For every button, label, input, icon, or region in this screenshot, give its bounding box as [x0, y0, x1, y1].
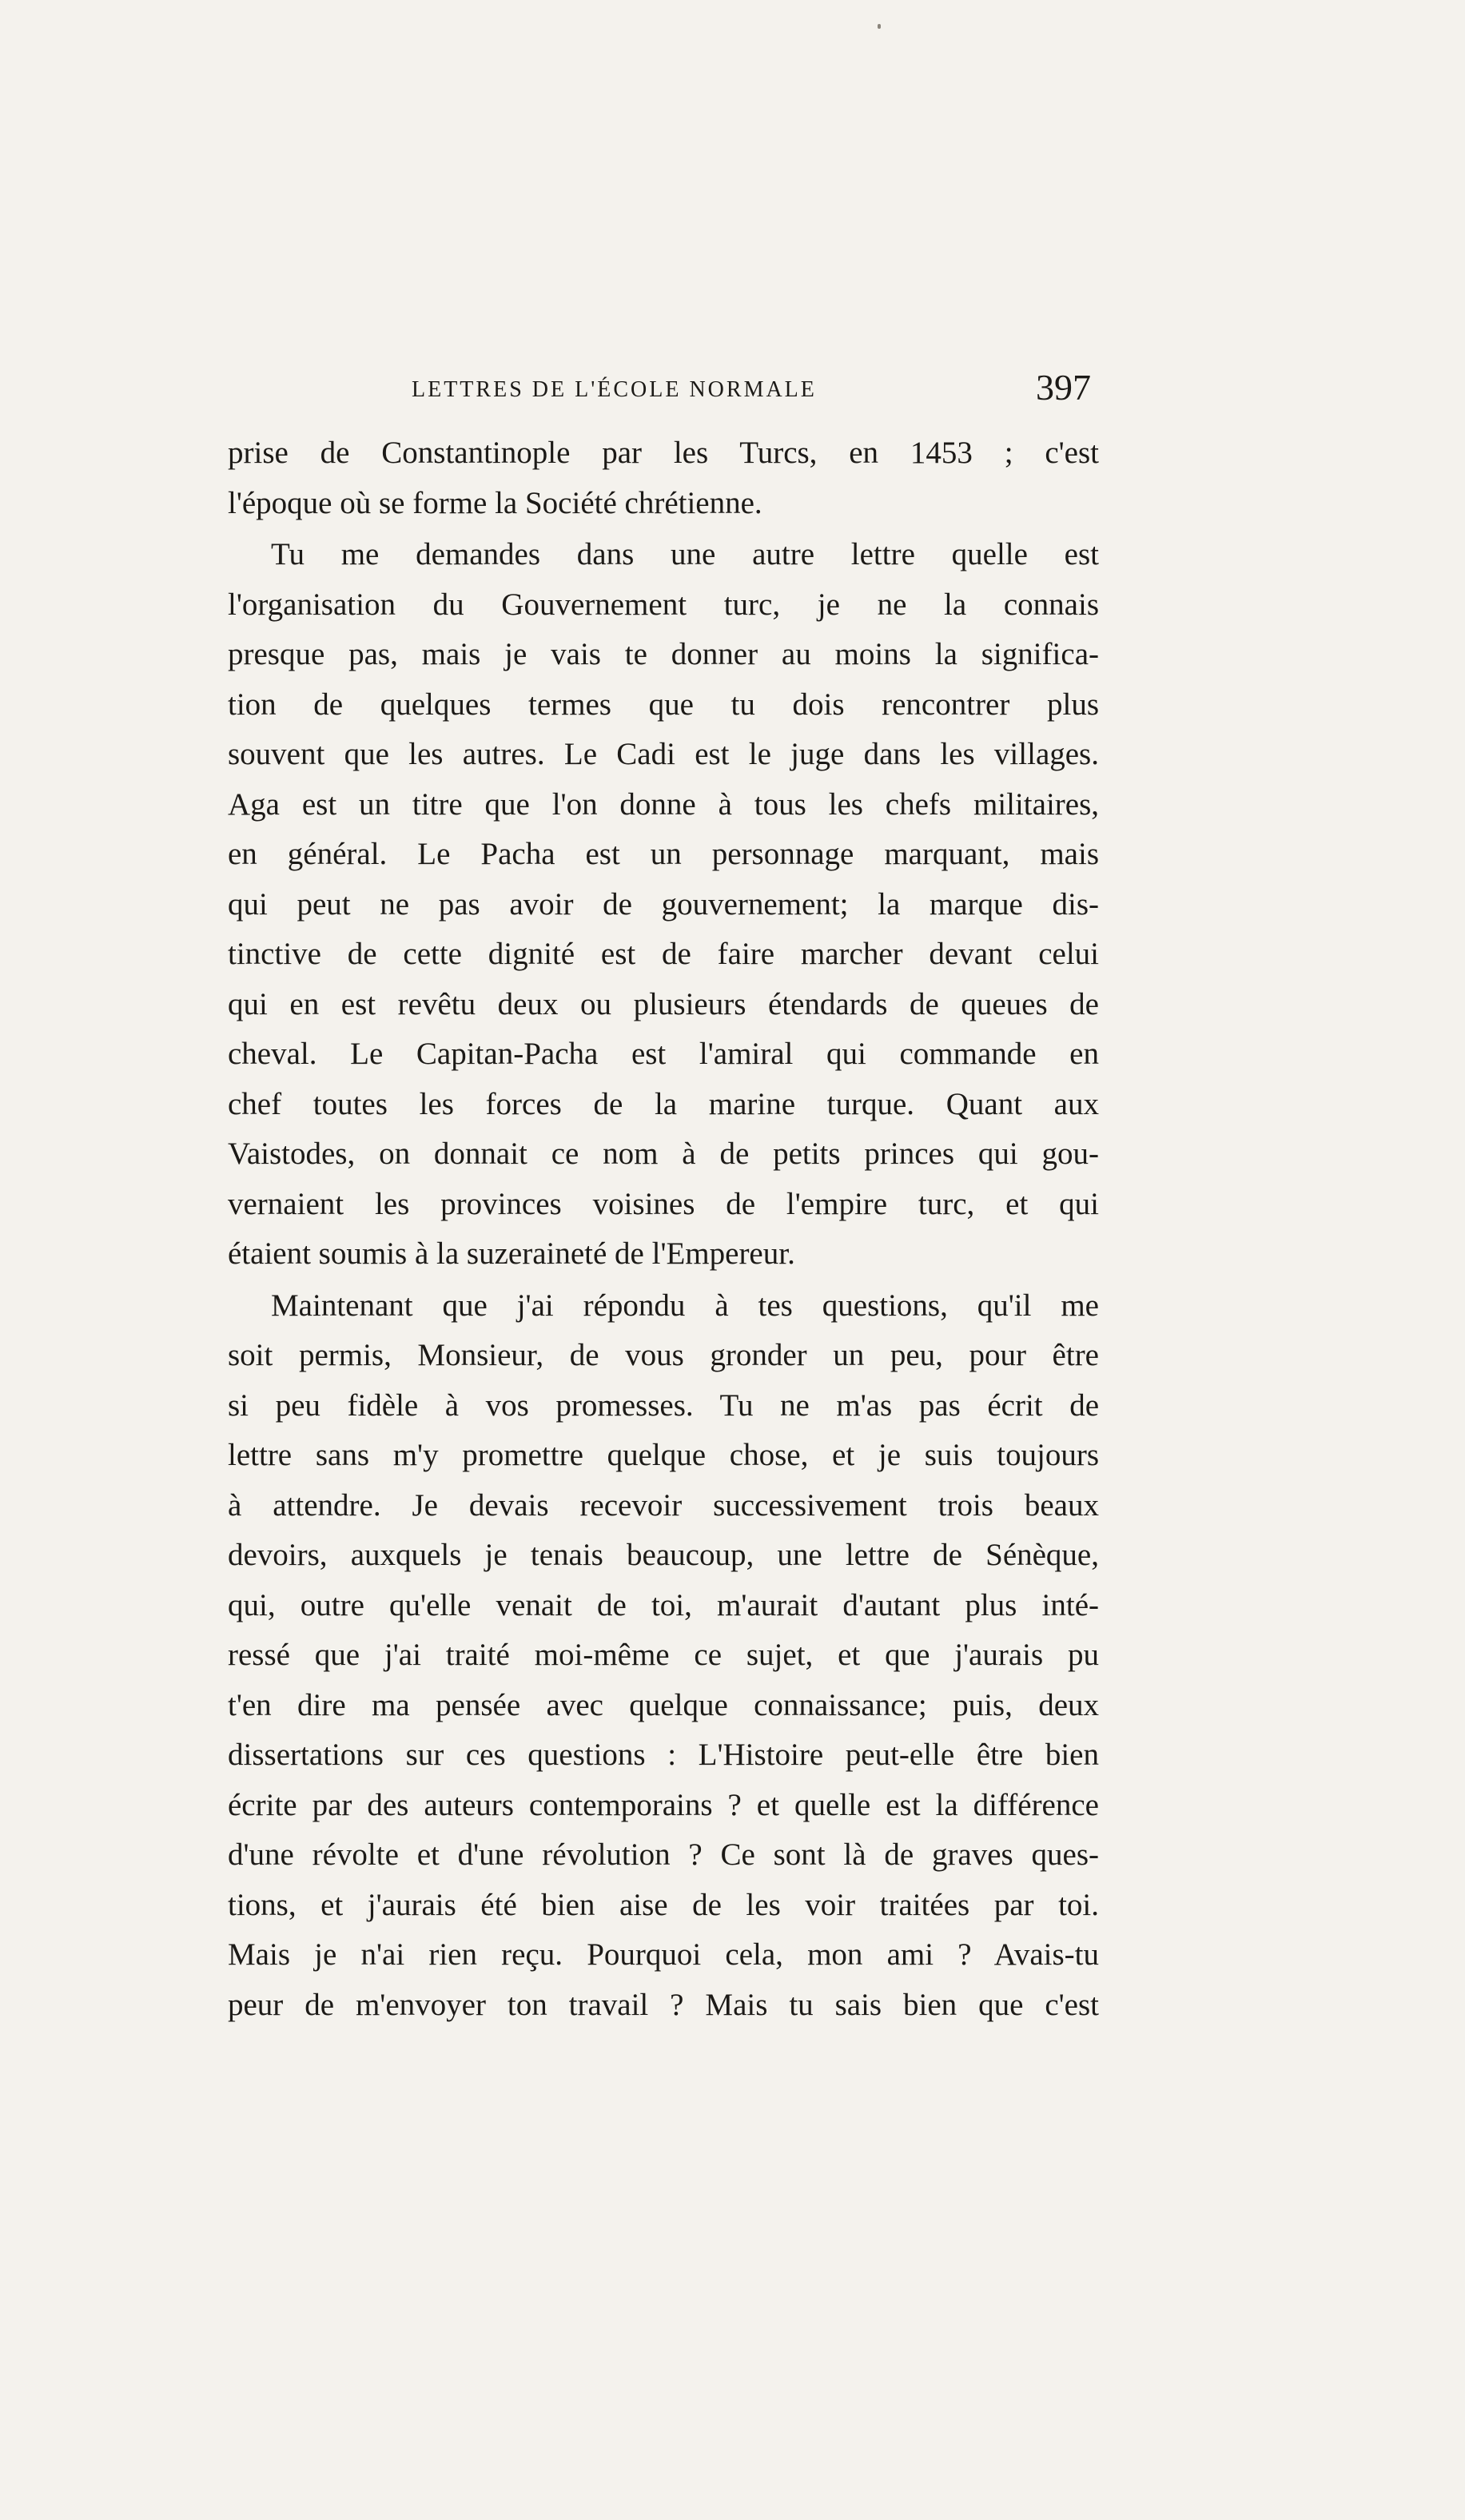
text-line: qui, outre qu'elle venait de toi, m'aurait d'autant plus inté-: [228, 1587, 1099, 1622]
text-line: tions, et j'aurais été bien aise de les voir traitées par toi.: [228, 1887, 1099, 1922]
text-line: l'organisation du Gouvernement turc, je ne la connais: [228, 587, 1099, 622]
text-line: ressé que j'ai traité moi-même ce sujet, et que j'aurais pu: [228, 1638, 1099, 1672]
text-line: tion de quelques termes que tu dois rencontrer plus: [228, 687, 1099, 722]
running-head: LETTRES DE L'ÉCOLE NORMALE: [412, 377, 817, 402]
text-line: cheval. Le Capitan-Pacha est l'amiral qui commande en: [228, 1037, 1099, 1071]
text-line: d'une révolte et d'une révolution ? Ce sont là de graves ques-: [228, 1837, 1099, 1872]
text-line: tinctive de cette dignité est de faire marcher devant celui: [228, 937, 1099, 971]
text-line: Vaistodes, on donnait ce nom à de petits princes qui gou-: [228, 1137, 1099, 1171]
text-line: soit permis, Monsieur, de vous gronder un peu, pour être: [228, 1338, 1099, 1372]
page-number: 397: [1036, 367, 1091, 408]
text-line: presque pas, mais je vais te donner au moins la significa-: [228, 637, 1099, 671]
text-line: t'en dire ma pensée avec quelque connaissance; puis, deux: [228, 1687, 1099, 1722]
text-line: souvent que les autres. Le Cadi est le juge dans les villages.: [228, 737, 1099, 771]
paper-speck: [878, 24, 881, 29]
text-line: lettre sans m'y promettre quelque chose, et je suis toujours: [228, 1438, 1099, 1472]
text-line: dissertations sur ces questions : L'Histoire peut-elle être bien: [228, 1738, 1099, 1772]
text-line: Aga est un titre que l'on donne à tous les chefs militaires,: [228, 786, 1099, 822]
paragraph-start-line: Tu me demandes dans une autre lettre quelle est: [271, 537, 1099, 571]
page-header: [228, 366, 1099, 422]
text-line: Mais je n'ai rien reçu. Pourquoi cela, mon ami ? Avais-tu: [228, 1937, 1099, 1972]
text-line: qui en est revêtu deux ou plusieurs étendards de queues de: [228, 986, 1099, 1021]
body-text: [228, 428, 1099, 2030]
text-line: prise de Constantinople par les Turcs, en 1453 ; c'est: [228, 436, 1099, 470]
text-line: l'époque où se forme la Société chrétienne.: [228, 485, 762, 520]
text-line: qui peut ne pas avoir de gouvernement; la marque dis-: [228, 886, 1099, 922]
text-line: devoirs, auxquels je tenais beaucoup, une lettre de Sénèque,: [228, 1538, 1099, 1572]
paragraph-start-line: Maintenant que j'ai répondu à tes questions, qu'il me: [271, 1288, 1099, 1323]
text-line: à attendre. Je devais recevoir successivement trois beaux: [228, 1487, 1099, 1523]
text-line: si peu fidèle à vos promesses. Tu ne m'as pas écrit de: [228, 1387, 1099, 1423]
text-line: vernaient les provinces voisines de l'empire turc, et qui: [228, 1186, 1099, 1221]
text-line: peur de m'envoyer ton travail ? Mais tu sais bien que c'est: [228, 1987, 1099, 2022]
text-line: en général. Le Pacha est un personnage marquant, mais: [228, 837, 1099, 871]
text-line: écrite par des auteurs contemporains ? et quelle est la différence: [228, 1787, 1099, 1822]
text-line: chef toutes les forces de la marine turque. Quant aux: [228, 1086, 1099, 1121]
text-line: étaient soumis à la suzeraineté de l'Empereur.: [228, 1236, 795, 1271]
